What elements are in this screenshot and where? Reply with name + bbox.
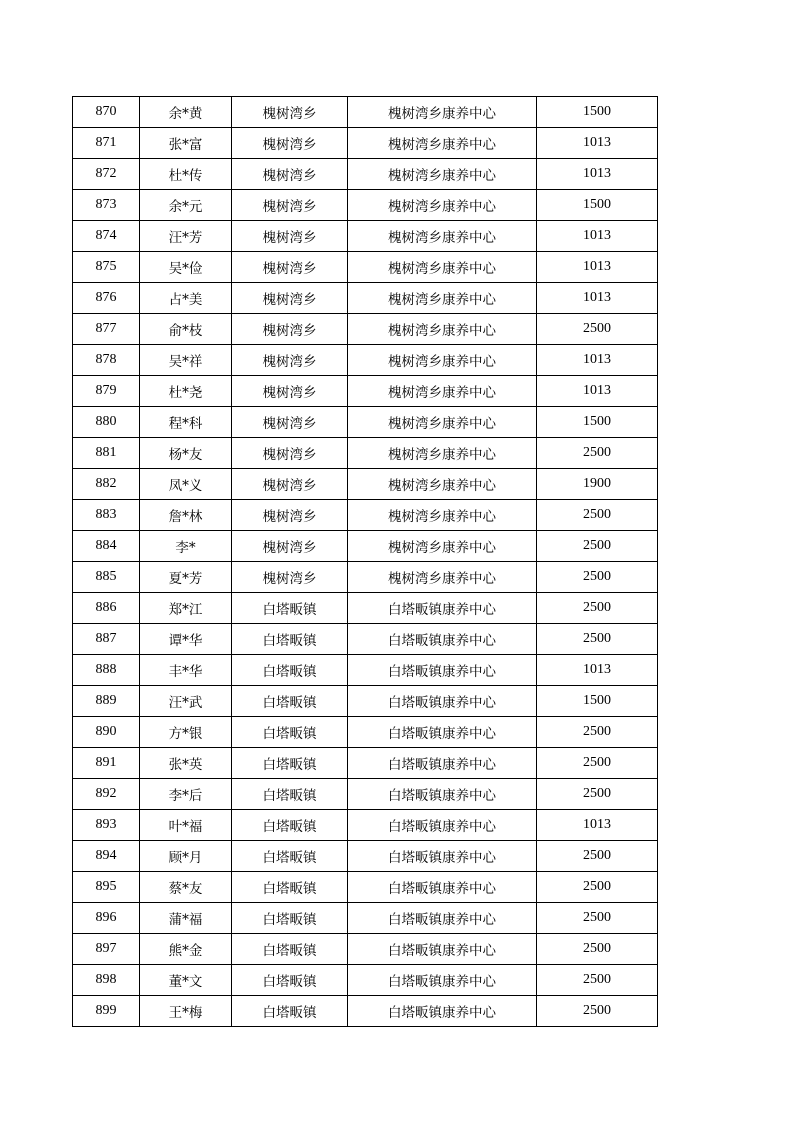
cell-serial-number: 883 [73, 500, 140, 531]
cell-serial-number: 887 [73, 624, 140, 655]
cell-township: 槐树湾乡 [232, 531, 348, 562]
cell-serial-number: 885 [73, 562, 140, 593]
table-row [73, 345, 658, 376]
data-table [72, 96, 658, 1027]
table-row [73, 314, 658, 345]
cell-serial-number: 876 [73, 283, 140, 314]
cell-township: 白塔畈镇 [232, 965, 348, 996]
cell-township: 槐树湾乡 [232, 252, 348, 283]
cell-township: 白塔畈镇 [232, 779, 348, 810]
cell-amount: 1013 [537, 128, 658, 159]
cell-care-center: 槐树湾乡康养中心 [348, 376, 537, 407]
cell-serial-number: 884 [73, 531, 140, 562]
cell-name: 杜*传 [140, 159, 232, 190]
table-row [73, 407, 658, 438]
cell-township: 槐树湾乡 [232, 159, 348, 190]
cell-name: 汪*武 [140, 686, 232, 717]
cell-name: 顾*月 [140, 841, 232, 872]
cell-care-center: 白塔畈镇康养中心 [348, 717, 537, 748]
cell-name: 吴*俭 [140, 252, 232, 283]
cell-care-center: 槐树湾乡康养中心 [348, 252, 537, 283]
table-row [73, 283, 658, 314]
cell-serial-number: 879 [73, 376, 140, 407]
table-row [73, 159, 658, 190]
table-row [73, 810, 658, 841]
cell-care-center: 白塔畈镇康养中心 [348, 965, 537, 996]
cell-serial-number: 875 [73, 252, 140, 283]
table-row [73, 593, 658, 624]
cell-name: 詹*林 [140, 500, 232, 531]
table-row [73, 531, 658, 562]
cell-serial-number: 896 [73, 903, 140, 934]
table-row [73, 221, 658, 252]
table-row [73, 252, 658, 283]
cell-care-center: 白塔畈镇康养中心 [348, 810, 537, 841]
table-row [73, 717, 658, 748]
cell-amount: 2500 [537, 717, 658, 748]
cell-name: 杨*友 [140, 438, 232, 469]
table-row [73, 190, 658, 221]
cell-name: 凤*义 [140, 469, 232, 500]
cell-name: 吴*祥 [140, 345, 232, 376]
cell-name: 方*银 [140, 717, 232, 748]
table-row [73, 438, 658, 469]
cell-name: 谭*华 [140, 624, 232, 655]
cell-care-center: 槐树湾乡康养中心 [348, 469, 537, 500]
cell-township: 白塔畈镇 [232, 624, 348, 655]
cell-name: 郑*江 [140, 593, 232, 624]
cell-township: 槐树湾乡 [232, 314, 348, 345]
cell-care-center: 槐树湾乡康养中心 [348, 438, 537, 469]
cell-name: 李*后 [140, 779, 232, 810]
cell-care-center: 白塔畈镇康养中心 [348, 996, 537, 1027]
cell-name: 丰*华 [140, 655, 232, 686]
cell-amount: 1013 [537, 655, 658, 686]
cell-township: 白塔畈镇 [232, 593, 348, 624]
table-row [73, 624, 658, 655]
cell-care-center: 槐树湾乡康养中心 [348, 345, 537, 376]
cell-township: 槐树湾乡 [232, 469, 348, 500]
cell-name: 李* [140, 531, 232, 562]
cell-serial-number: 889 [73, 686, 140, 717]
cell-amount: 1013 [537, 283, 658, 314]
cell-amount: 1013 [537, 159, 658, 190]
cell-amount: 2500 [537, 624, 658, 655]
cell-name: 张*英 [140, 748, 232, 779]
cell-amount: 1013 [537, 345, 658, 376]
table-row [73, 934, 658, 965]
cell-name: 董*文 [140, 965, 232, 996]
cell-serial-number: 872 [73, 159, 140, 190]
table-row [73, 469, 658, 500]
cell-care-center: 槐树湾乡康养中心 [348, 531, 537, 562]
cell-serial-number: 890 [73, 717, 140, 748]
cell-name: 蒲*福 [140, 903, 232, 934]
cell-township: 槐树湾乡 [232, 500, 348, 531]
cell-amount: 2500 [537, 965, 658, 996]
cell-care-center: 槐树湾乡康养中心 [348, 190, 537, 221]
cell-township: 白塔畈镇 [232, 903, 348, 934]
cell-amount: 1013 [537, 810, 658, 841]
table-body [73, 97, 658, 1027]
cell-care-center: 槐树湾乡康养中心 [348, 500, 537, 531]
cell-serial-number: 895 [73, 872, 140, 903]
table-row [73, 686, 658, 717]
cell-township: 白塔畈镇 [232, 717, 348, 748]
cell-serial-number: 877 [73, 314, 140, 345]
table-row [73, 97, 658, 128]
cell-care-center: 槐树湾乡康养中心 [348, 159, 537, 190]
table-row [73, 500, 658, 531]
cell-amount: 2500 [537, 593, 658, 624]
cell-serial-number: 873 [73, 190, 140, 221]
table-row [73, 965, 658, 996]
cell-serial-number: 886 [73, 593, 140, 624]
table-row [73, 872, 658, 903]
cell-care-center: 白塔畈镇康养中心 [348, 748, 537, 779]
cell-care-center: 白塔畈镇康养中心 [348, 841, 537, 872]
cell-serial-number: 874 [73, 221, 140, 252]
cell-amount: 2500 [537, 779, 658, 810]
cell-township: 槐树湾乡 [232, 345, 348, 376]
table-row [73, 655, 658, 686]
cell-name: 俞*枝 [140, 314, 232, 345]
cell-care-center: 槐树湾乡康养中心 [348, 283, 537, 314]
table-row [73, 841, 658, 872]
cell-serial-number: 894 [73, 841, 140, 872]
cell-serial-number: 881 [73, 438, 140, 469]
cell-serial-number: 892 [73, 779, 140, 810]
cell-care-center: 白塔畈镇康养中心 [348, 934, 537, 965]
cell-serial-number: 891 [73, 748, 140, 779]
cell-serial-number: 899 [73, 996, 140, 1027]
cell-name: 余*元 [140, 190, 232, 221]
cell-amount: 2500 [537, 903, 658, 934]
table-row [73, 562, 658, 593]
cell-serial-number: 880 [73, 407, 140, 438]
cell-amount: 1500 [537, 190, 658, 221]
cell-name: 蔡*友 [140, 872, 232, 903]
cell-name: 占*美 [140, 283, 232, 314]
cell-serial-number: 870 [73, 97, 140, 128]
table-row [73, 128, 658, 159]
cell-township: 白塔畈镇 [232, 810, 348, 841]
cell-care-center: 槐树湾乡康养中心 [348, 97, 537, 128]
table-row [73, 748, 658, 779]
cell-name: 汪*芳 [140, 221, 232, 252]
cell-township: 槐树湾乡 [232, 190, 348, 221]
cell-serial-number: 878 [73, 345, 140, 376]
cell-amount: 2500 [537, 748, 658, 779]
cell-serial-number: 888 [73, 655, 140, 686]
cell-care-center: 白塔畈镇康养中心 [348, 779, 537, 810]
cell-amount: 1500 [537, 97, 658, 128]
cell-amount: 2500 [537, 841, 658, 872]
table-row [73, 996, 658, 1027]
cell-amount: 2500 [537, 996, 658, 1027]
cell-township: 白塔畈镇 [232, 686, 348, 717]
cell-name: 夏*芳 [140, 562, 232, 593]
cell-amount: 2500 [537, 872, 658, 903]
cell-care-center: 白塔畈镇康养中心 [348, 655, 537, 686]
cell-amount: 2500 [537, 438, 658, 469]
cell-township: 槐树湾乡 [232, 438, 348, 469]
cell-township: 槐树湾乡 [232, 376, 348, 407]
cell-care-center: 槐树湾乡康养中心 [348, 562, 537, 593]
cell-township: 白塔畈镇 [232, 996, 348, 1027]
cell-serial-number: 882 [73, 469, 140, 500]
cell-name: 王*梅 [140, 996, 232, 1027]
cell-amount: 1500 [537, 686, 658, 717]
cell-township: 白塔畈镇 [232, 934, 348, 965]
cell-care-center: 槐树湾乡康养中心 [348, 407, 537, 438]
cell-township: 槐树湾乡 [232, 562, 348, 593]
cell-care-center: 白塔畈镇康养中心 [348, 686, 537, 717]
cell-care-center: 白塔畈镇康养中心 [348, 593, 537, 624]
cell-care-center: 槐树湾乡康养中心 [348, 221, 537, 252]
cell-township: 槐树湾乡 [232, 407, 348, 438]
table-row [73, 903, 658, 934]
table-row [73, 376, 658, 407]
cell-serial-number: 893 [73, 810, 140, 841]
cell-care-center: 白塔畈镇康养中心 [348, 903, 537, 934]
cell-amount: 1013 [537, 252, 658, 283]
cell-amount: 1900 [537, 469, 658, 500]
cell-township: 槐树湾乡 [232, 221, 348, 252]
cell-name: 熊*金 [140, 934, 232, 965]
cell-township: 槐树湾乡 [232, 128, 348, 159]
cell-care-center: 白塔畈镇康养中心 [348, 624, 537, 655]
cell-township: 白塔畈镇 [232, 841, 348, 872]
cell-amount: 1500 [537, 407, 658, 438]
cell-amount: 1013 [537, 376, 658, 407]
cell-township: 白塔畈镇 [232, 655, 348, 686]
cell-township: 槐树湾乡 [232, 283, 348, 314]
cell-care-center: 槐树湾乡康养中心 [348, 128, 537, 159]
cell-township: 槐树湾乡 [232, 97, 348, 128]
cell-amount: 1013 [537, 221, 658, 252]
cell-serial-number: 897 [73, 934, 140, 965]
cell-name: 杜*尧 [140, 376, 232, 407]
cell-amount: 2500 [537, 562, 658, 593]
cell-serial-number: 898 [73, 965, 140, 996]
cell-name: 张*富 [140, 128, 232, 159]
cell-name: 余*黄 [140, 97, 232, 128]
cell-amount: 2500 [537, 500, 658, 531]
cell-name: 程*科 [140, 407, 232, 438]
cell-township: 白塔畈镇 [232, 872, 348, 903]
cell-care-center: 白塔畈镇康养中心 [348, 872, 537, 903]
cell-township: 白塔畈镇 [232, 748, 348, 779]
cell-amount: 2500 [537, 314, 658, 345]
cell-name: 叶*福 [140, 810, 232, 841]
cell-amount: 2500 [537, 934, 658, 965]
cell-serial-number: 871 [73, 128, 140, 159]
cell-care-center: 槐树湾乡康养中心 [348, 314, 537, 345]
table-row [73, 779, 658, 810]
cell-amount: 2500 [537, 531, 658, 562]
